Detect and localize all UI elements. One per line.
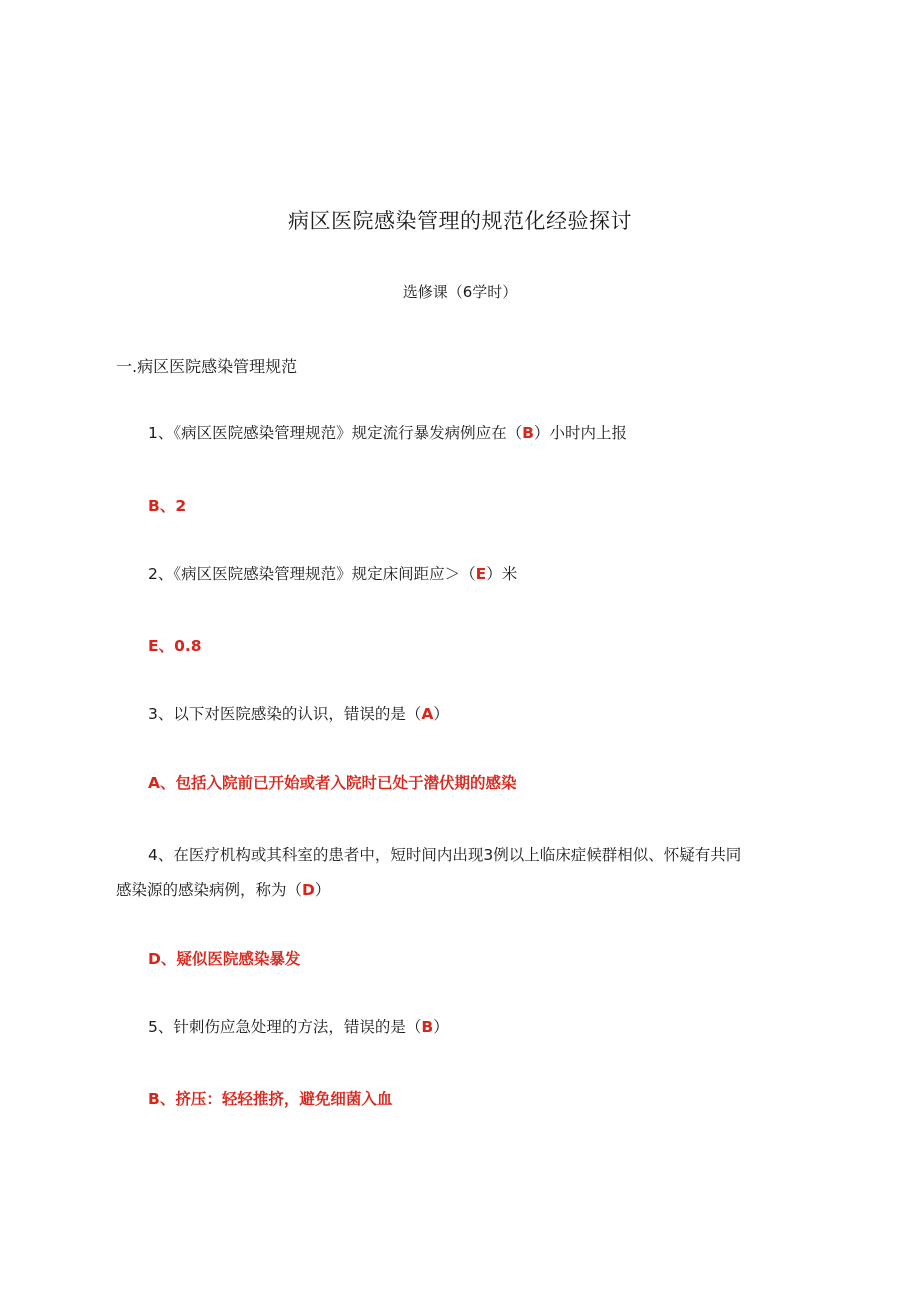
- question-1: [148, 421, 627, 443]
- question-4-text-pre: 感染源的感染病例，称为（: [116, 881, 303, 899]
- question-2-text-post: ）米: [486, 565, 518, 583]
- question-4-text-post: ）: [314, 881, 331, 899]
- question-3: [148, 702, 449, 724]
- document-title: 病区医院感染管理的规范化经验探讨: [288, 209, 632, 233]
- question-1-answer-letter: B: [522, 424, 534, 442]
- question-3-text-post: ）: [433, 705, 449, 723]
- question-4: [116, 838, 816, 908]
- question-5: [148, 1015, 449, 1037]
- document-subtitle: 选修课（6学时）: [402, 283, 518, 301]
- answer-2: E、0.8: [148, 637, 202, 655]
- question-2-answer-letter: E: [475, 565, 487, 583]
- question-3-text-pre: 3、以下对医院感染的认识，错误的是（: [148, 705, 422, 723]
- question-5-answer-letter: B: [421, 1018, 434, 1036]
- question-1-text-post: ）小时内上报: [533, 424, 627, 442]
- answer-4: D、疑似医院感染暴发: [148, 950, 301, 968]
- question-1-text-pre: 1、《病区医院感染管理规范》规定流行暴发病例应在（: [148, 424, 523, 442]
- question-4-answer-letter: D: [302, 881, 315, 899]
- answer-3: A、包括入院前已开始或者入院时已处于潜伏期的感染: [148, 774, 517, 792]
- question-5-text-pre: 5、针刺伤应急处理的方法，错误的是（: [148, 1018, 422, 1036]
- question-4-line-1: 4、在医疗机构或其科室的患者中，短时间内出现3例以上临床症候群相似、怀疑有共同: [148, 846, 742, 864]
- question-4-line-2: [116, 873, 816, 908]
- question-5-text-post: ）: [433, 1018, 449, 1036]
- question-3-answer-letter: A: [421, 705, 434, 723]
- answer-5: B、挤压：轻轻推挤，避免细菌入血: [148, 1090, 393, 1108]
- question-2: [148, 562, 517, 584]
- section-heading: 一.病区医院感染管理规范: [116, 357, 298, 376]
- question-2-text-pre: 2、《病区医院感染管理规范》规定床间距应＞（: [148, 565, 476, 583]
- answer-1: B、2: [148, 497, 187, 515]
